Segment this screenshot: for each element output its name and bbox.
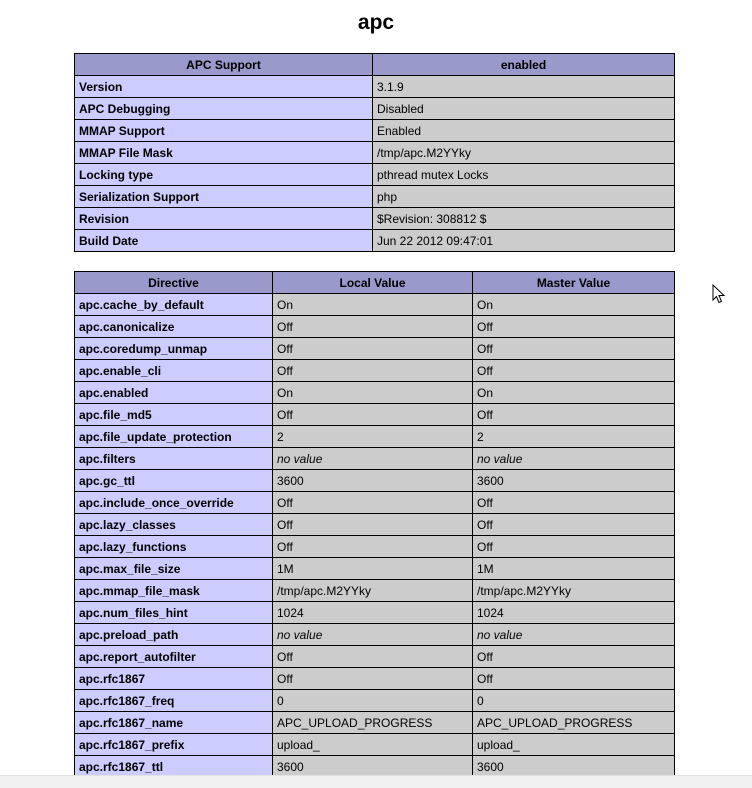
row-label-cell: MMAP Support xyxy=(75,120,373,142)
column-header: APC Support xyxy=(75,54,373,76)
value-cell xyxy=(273,624,473,646)
value-cell: Off xyxy=(273,536,473,558)
value-cell: Off xyxy=(273,404,473,426)
value-cell: 2 xyxy=(273,426,473,448)
value-cell: Off xyxy=(473,404,675,426)
no-value-text: no value xyxy=(277,627,323,642)
table-row xyxy=(75,294,675,316)
table-row xyxy=(75,668,675,690)
row-label-cell: apc.file_md5 xyxy=(75,404,273,426)
page-title: apc xyxy=(357,11,395,34)
value-cell: 1024 xyxy=(473,602,675,624)
column-header: Master Value xyxy=(473,272,675,294)
value-cell: Off xyxy=(473,646,675,668)
row-label-cell: apc.cache_by_default xyxy=(75,294,273,316)
value-cell: Off xyxy=(473,360,675,382)
table-row xyxy=(75,426,675,448)
value-cell: Disabled xyxy=(373,98,675,120)
row-label-cell: apc.rfc1867 xyxy=(75,668,273,690)
table-row xyxy=(75,536,675,558)
table-row xyxy=(75,712,675,734)
row-label-cell: apc.rfc1867_freq xyxy=(75,690,273,712)
table-row xyxy=(75,382,675,404)
row-label-cell: apc.file_update_protection xyxy=(75,426,273,448)
row-label-cell: Version xyxy=(75,76,373,98)
row-label-cell: apc.rfc1867_ttl xyxy=(75,756,273,778)
value-cell xyxy=(273,448,473,470)
value-cell: Off xyxy=(473,668,675,690)
value-cell: 1M xyxy=(273,558,473,580)
row-label-cell: apc.include_once_override xyxy=(75,492,273,514)
value-cell: Off xyxy=(473,338,675,360)
value-cell: Off xyxy=(273,360,473,382)
row-label-cell: apc.mmap_file_mask xyxy=(75,580,273,602)
table-row xyxy=(75,404,675,426)
value-cell: Off xyxy=(273,338,473,360)
directive-table xyxy=(74,271,675,778)
table-row xyxy=(75,448,675,470)
table-row xyxy=(75,164,675,186)
table-row xyxy=(75,360,675,382)
row-label-cell: Serialization Support xyxy=(75,186,373,208)
table-row xyxy=(75,120,675,142)
table-row xyxy=(75,558,675,580)
value-cell: 3600 xyxy=(273,756,473,778)
value-cell: upload_ xyxy=(473,734,675,756)
value-cell: 3.1.9 xyxy=(373,76,675,98)
value-cell: Off xyxy=(273,514,473,536)
row-label-cell: MMAP File Mask xyxy=(75,142,373,164)
value-cell: Off xyxy=(273,316,473,338)
value-cell: 3600 xyxy=(473,470,675,492)
no-value-text: no value xyxy=(477,627,523,642)
row-label-cell: apc.preload_path xyxy=(75,624,273,646)
table-row xyxy=(75,580,675,602)
value-cell: upload_ xyxy=(273,734,473,756)
value-cell: Off xyxy=(473,514,675,536)
table-row xyxy=(75,470,675,492)
table-header-row xyxy=(75,54,675,76)
no-value-text: no value xyxy=(277,451,323,466)
value-cell: 3600 xyxy=(473,756,675,778)
value-cell: Off xyxy=(473,536,675,558)
value-cell: Off xyxy=(473,492,675,514)
value-cell: Jun 22 2012 09:47:01 xyxy=(373,230,675,252)
value-cell: 2 xyxy=(473,426,675,448)
table-row xyxy=(75,338,675,360)
table-header-row xyxy=(75,272,675,294)
value-cell: On xyxy=(473,382,675,404)
table-row xyxy=(75,602,675,624)
apc-support-table xyxy=(74,53,675,252)
row-label-cell: apc.lazy_functions xyxy=(75,536,273,558)
table-row xyxy=(75,690,675,712)
value-cell: Off xyxy=(273,492,473,514)
row-label-cell: apc.canonicalize xyxy=(75,316,273,338)
table-row xyxy=(75,76,675,98)
row-label-cell: apc.rfc1867_name xyxy=(75,712,273,734)
value-cell: 1024 xyxy=(273,602,473,624)
row-label-cell: apc.coredump_unmap xyxy=(75,338,273,360)
row-label-cell: Build Date xyxy=(75,230,373,252)
value-cell: pthread mutex Locks xyxy=(373,164,675,186)
value-cell: php xyxy=(373,186,675,208)
row-label-cell: Locking type xyxy=(75,164,373,186)
value-cell: Off xyxy=(273,668,473,690)
no-value-text: no value xyxy=(477,451,523,466)
column-header: Directive xyxy=(75,272,273,294)
value-cell: 3600 xyxy=(273,470,473,492)
table-row xyxy=(75,734,675,756)
row-label-cell: apc.enabled xyxy=(75,382,273,404)
row-label-cell: apc.gc_ttl xyxy=(75,470,273,492)
row-label-cell: apc.max_file_size xyxy=(75,558,273,580)
table-row xyxy=(75,208,675,230)
row-label-cell: apc.rfc1867_prefix xyxy=(75,734,273,756)
value-cell: APC_UPLOAD_PROGRESS xyxy=(273,712,473,734)
value-cell xyxy=(473,448,675,470)
table-row xyxy=(75,624,675,646)
value-cell: Off xyxy=(473,316,675,338)
column-header: Local Value xyxy=(273,272,473,294)
row-label-cell: apc.report_autofilter xyxy=(75,646,273,668)
table-row xyxy=(75,142,675,164)
value-cell: Enabled xyxy=(373,120,675,142)
value-cell: On xyxy=(273,382,473,404)
table-row xyxy=(75,514,675,536)
row-label-cell: APC Debugging xyxy=(75,98,373,120)
mouse-pointer-icon xyxy=(712,284,726,304)
table-row xyxy=(75,98,675,120)
row-label-cell: apc.num_files_hint xyxy=(75,602,273,624)
value-cell: On xyxy=(473,294,675,316)
value-cell: /tmp/apc.M2YYky xyxy=(373,142,675,164)
row-label-cell: Revision xyxy=(75,208,373,230)
table-row xyxy=(75,186,675,208)
table-row xyxy=(75,646,675,668)
value-cell: 0 xyxy=(273,690,473,712)
table-row xyxy=(75,316,675,338)
value-cell: Off xyxy=(273,646,473,668)
table-row xyxy=(75,230,675,252)
value-cell: On xyxy=(273,294,473,316)
row-label-cell: apc.filters xyxy=(75,448,273,470)
row-label-cell: apc.lazy_classes xyxy=(75,514,273,536)
value-cell xyxy=(473,624,675,646)
value-cell: /tmp/apc.M2YYky xyxy=(273,580,473,602)
value-cell: APC_UPLOAD_PROGRESS xyxy=(473,712,675,734)
value-cell: 0 xyxy=(473,690,675,712)
column-header: enabled xyxy=(373,54,675,76)
value-cell: /tmp/apc.M2YYky xyxy=(473,580,675,602)
value-cell: 1M xyxy=(473,558,675,580)
table-row xyxy=(75,492,675,514)
horizontal-scrollbar[interactable] xyxy=(0,775,752,788)
row-label-cell: apc.enable_cli xyxy=(75,360,273,382)
value-cell: $Revision: 308812 $ xyxy=(373,208,675,230)
